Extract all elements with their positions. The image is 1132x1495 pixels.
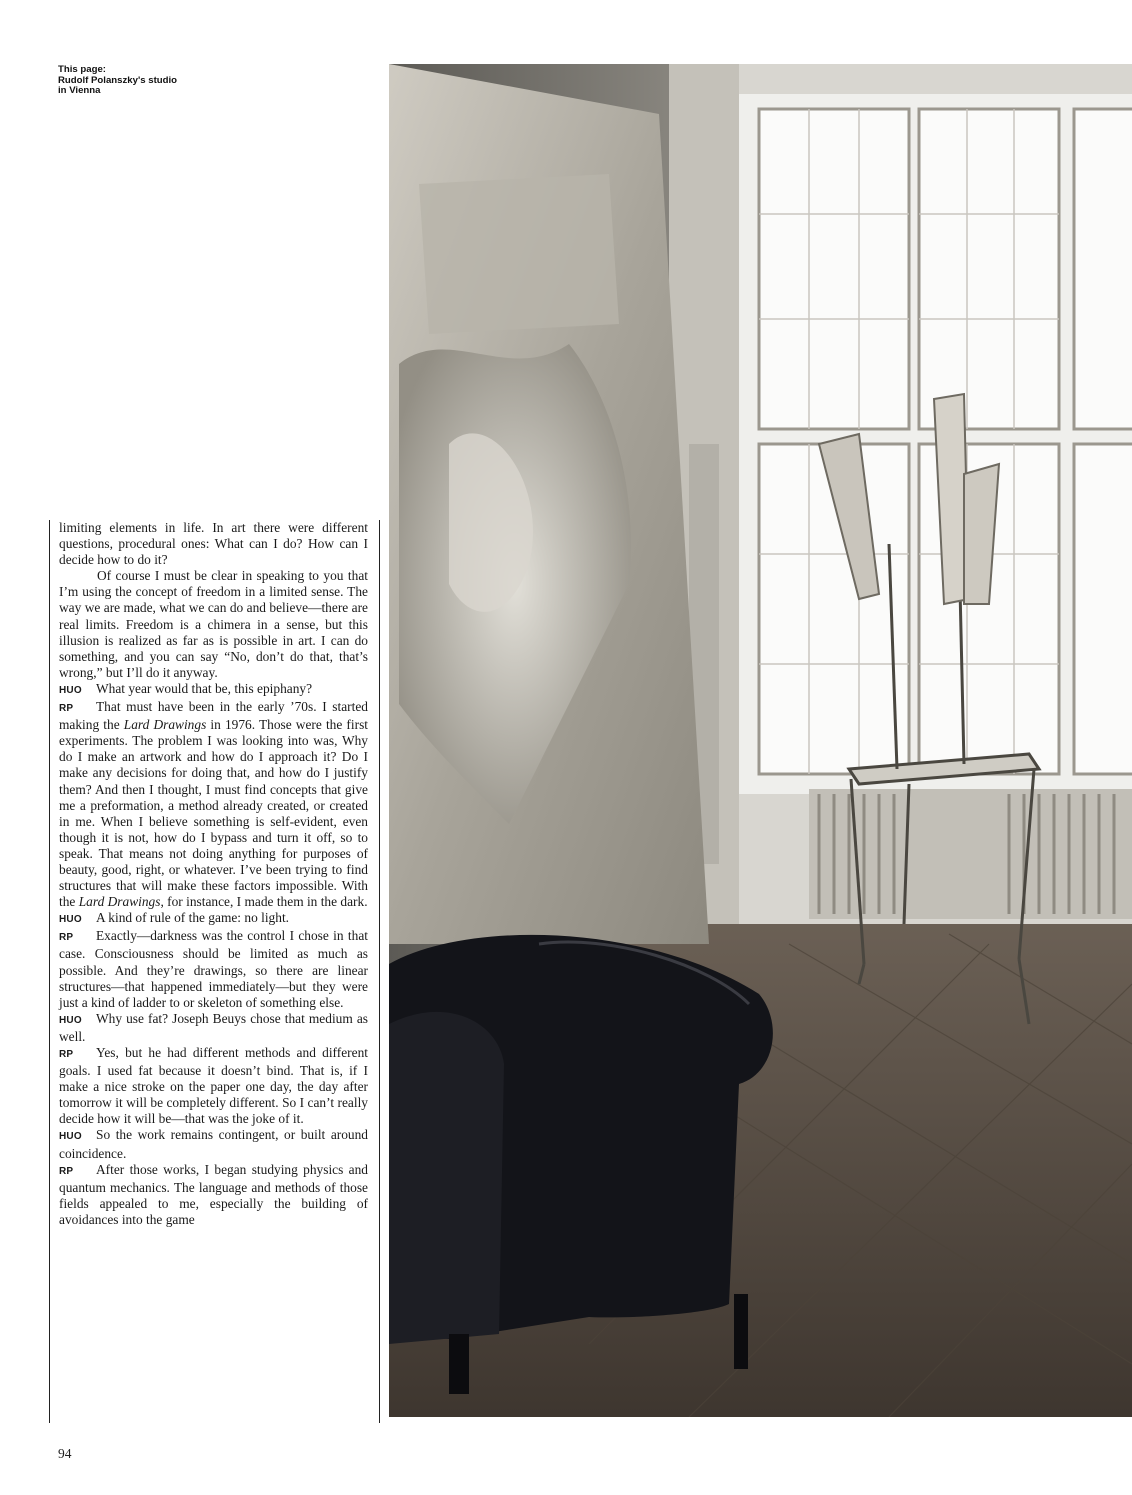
- question: [59, 1127, 368, 1161]
- speaker-label: HUO: [59, 1014, 82, 1026]
- answer-text: After those works, I began studying physics and quantum mechanics. The language and methods of those fields appealed to me, especially the building of avoidances into the game: [59, 1161, 368, 1227]
- question: [59, 910, 368, 928]
- answer: [59, 928, 368, 1010]
- interview-text-column: [59, 520, 368, 1228]
- paragraph: limiting elements in life. In art there were different questions, procedural ones: What can I do? How can I decide how to do it?: [59, 520, 368, 568]
- photo-caption: [58, 65, 278, 97]
- answer: [59, 1162, 368, 1228]
- question-text: Why use fat? Joseph Beuys chose that medium as well.: [59, 1010, 368, 1044]
- question-text: So the work remains contingent, or built around coincidence.: [59, 1127, 368, 1161]
- answer-text: , for instance, I made them in the dark.: [160, 894, 368, 910]
- speaker-label: HUO: [59, 1131, 82, 1143]
- answer-text: in 1976. Those were the first experiments. The problem I was looking into was, Why do I make an artwork and how do I approach it? Do I make any decisions for doing that, and how do I justify them? And then I thought, I must find concepts that give me a preformation, a method already created, or created in me. When I believe something is self-evident, even though it is not, how do I bypass and turn it off, so to speak. That means not doing anything for purposes of beauty, good, right, or whatever. I’ve been trying to find structures that will make these factors impossible. With the: [59, 717, 369, 910]
- caption-line: This page:: [58, 64, 106, 75]
- question: [59, 681, 368, 699]
- question-text: A kind of rule of the game: no light.: [96, 910, 290, 926]
- speaker-label: RP: [59, 1165, 74, 1177]
- page-number: 94: [58, 1446, 72, 1461]
- artwork-title: Lard Drawings: [123, 717, 207, 733]
- speaker-label: HUO: [59, 684, 82, 696]
- artwork-title: Lard Drawings: [78, 894, 161, 910]
- answer-text: That must have been in the early ’70s. I started making the: [59, 699, 368, 733]
- speaker-label: RP: [59, 932, 74, 944]
- answer-text: Exactly—darkness was the control I chose in that case. Consciousness should be limited as much as possible. And they’re drawings, so there are linear structures—that happened immediately—but they were just a kind of ladder to or skeleton of something else.: [59, 928, 368, 1010]
- speaker-label: RP: [59, 1049, 74, 1060]
- speaker-label: HUO: [59, 914, 82, 926]
- answer: [59, 699, 368, 910]
- paragraph: Of course I must be clear in speaking to you that I’m using the concept of freedom in a limited sense. The way we are made, what we can do and believe—there are real limits. Freedom is a chimera in a sense, but this illusion is realized as far as is possible in art. I can do something, and you can say “No, don’t do that, that’s wrong,” but I’ll do it anyway.: [59, 568, 368, 680]
- answer: [59, 1045, 368, 1127]
- answer-text: Yes, but he had different methods and different goals. I used fat because it doesn’t bind. That is, if I make a nice stroke on the paper one day, the day after tomorrow it will be completely different. So I can’t really decide how it will be—that was the joke of it.: [59, 1045, 368, 1127]
- studio-photograph: [389, 64, 1132, 1417]
- caption-line: Rudolf Polanszky's studio: [58, 74, 178, 86]
- studio-photo-illustration: [389, 64, 1132, 1417]
- question: [59, 1011, 368, 1045]
- column-rule-right: [379, 520, 380, 1423]
- speaker-label: RP: [59, 703, 74, 715]
- column-rule-left: [49, 520, 50, 1423]
- question-text: What year would that be, this epiphany?: [96, 680, 313, 696]
- caption-line: in Vienna: [58, 85, 101, 96]
